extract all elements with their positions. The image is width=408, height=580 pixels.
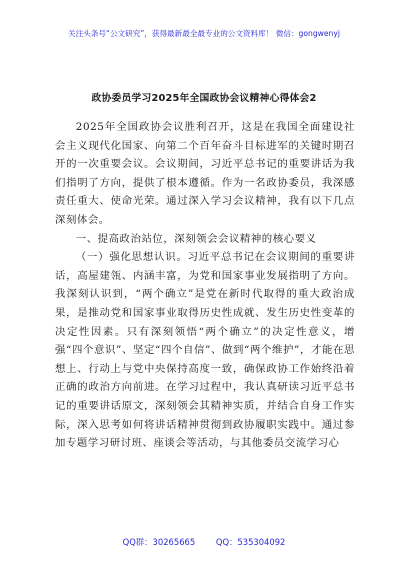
document-body <box>55 118 355 453</box>
footer-qq-group: QQ群：30265665 <box>122 537 196 547</box>
intro-paragraph: 2025年全国政协会议胜利召开，这是在我国全面建设社会主义现代化国家、向第二个百年奋斗目标进军的关键时期召开的一次重要会议。会议期间，习近平总书记的重要讲话为我们指明了方向，提供了根本遵循。作为一名政协委员，我深感责任重大、使命光荣。通过深入学习会议精神，我有以下几点深刻体会。 <box>55 121 355 226</box>
footer-qq: QQ：535304092 <box>215 537 286 547</box>
section-heading: 一、提高政治站位，深刻领会会议精神的核心要义 <box>75 232 317 245</box>
document-title: 政协委员学习2025年全国政协会议精神心得体会2 <box>91 93 317 104</box>
subsection-paragraph: （一）强化思想认识。习近平总书记在会议期间的重要讲话，高屋建瓴、内涵丰富，为党和国家事业发展指明了方向。我深刻认识到，“两个确立”是党在新时代取得的重大政治成果，是推动党和国家事业取得历史性成就、发生历史性变革的决定性因素。只有深刻领悟“两个确立”的决定性意义，增强“四个意识”、坚定“四个自信”、做到“两个维护”，才能在思想上、行动上与党中央保持高度一致，确保政协工作始终沿着正确的政治方向前进。在学习过程中，我认真研读习近平总书记的重要讲话原文，深刻领会其精神实质，并结合自身工作实际，深入思考如何将讲话精神贯彻到政协履职实践中。通过参加专题学习研讨班、座谈会等活动，与其他委员交流学习心 <box>55 251 355 450</box>
footer-bar <box>0 536 408 548</box>
header-banner: 关注头条号“公文研究”，获得最新最全最专业的公文资料库！ 微信：gongwenyj <box>68 29 340 38</box>
